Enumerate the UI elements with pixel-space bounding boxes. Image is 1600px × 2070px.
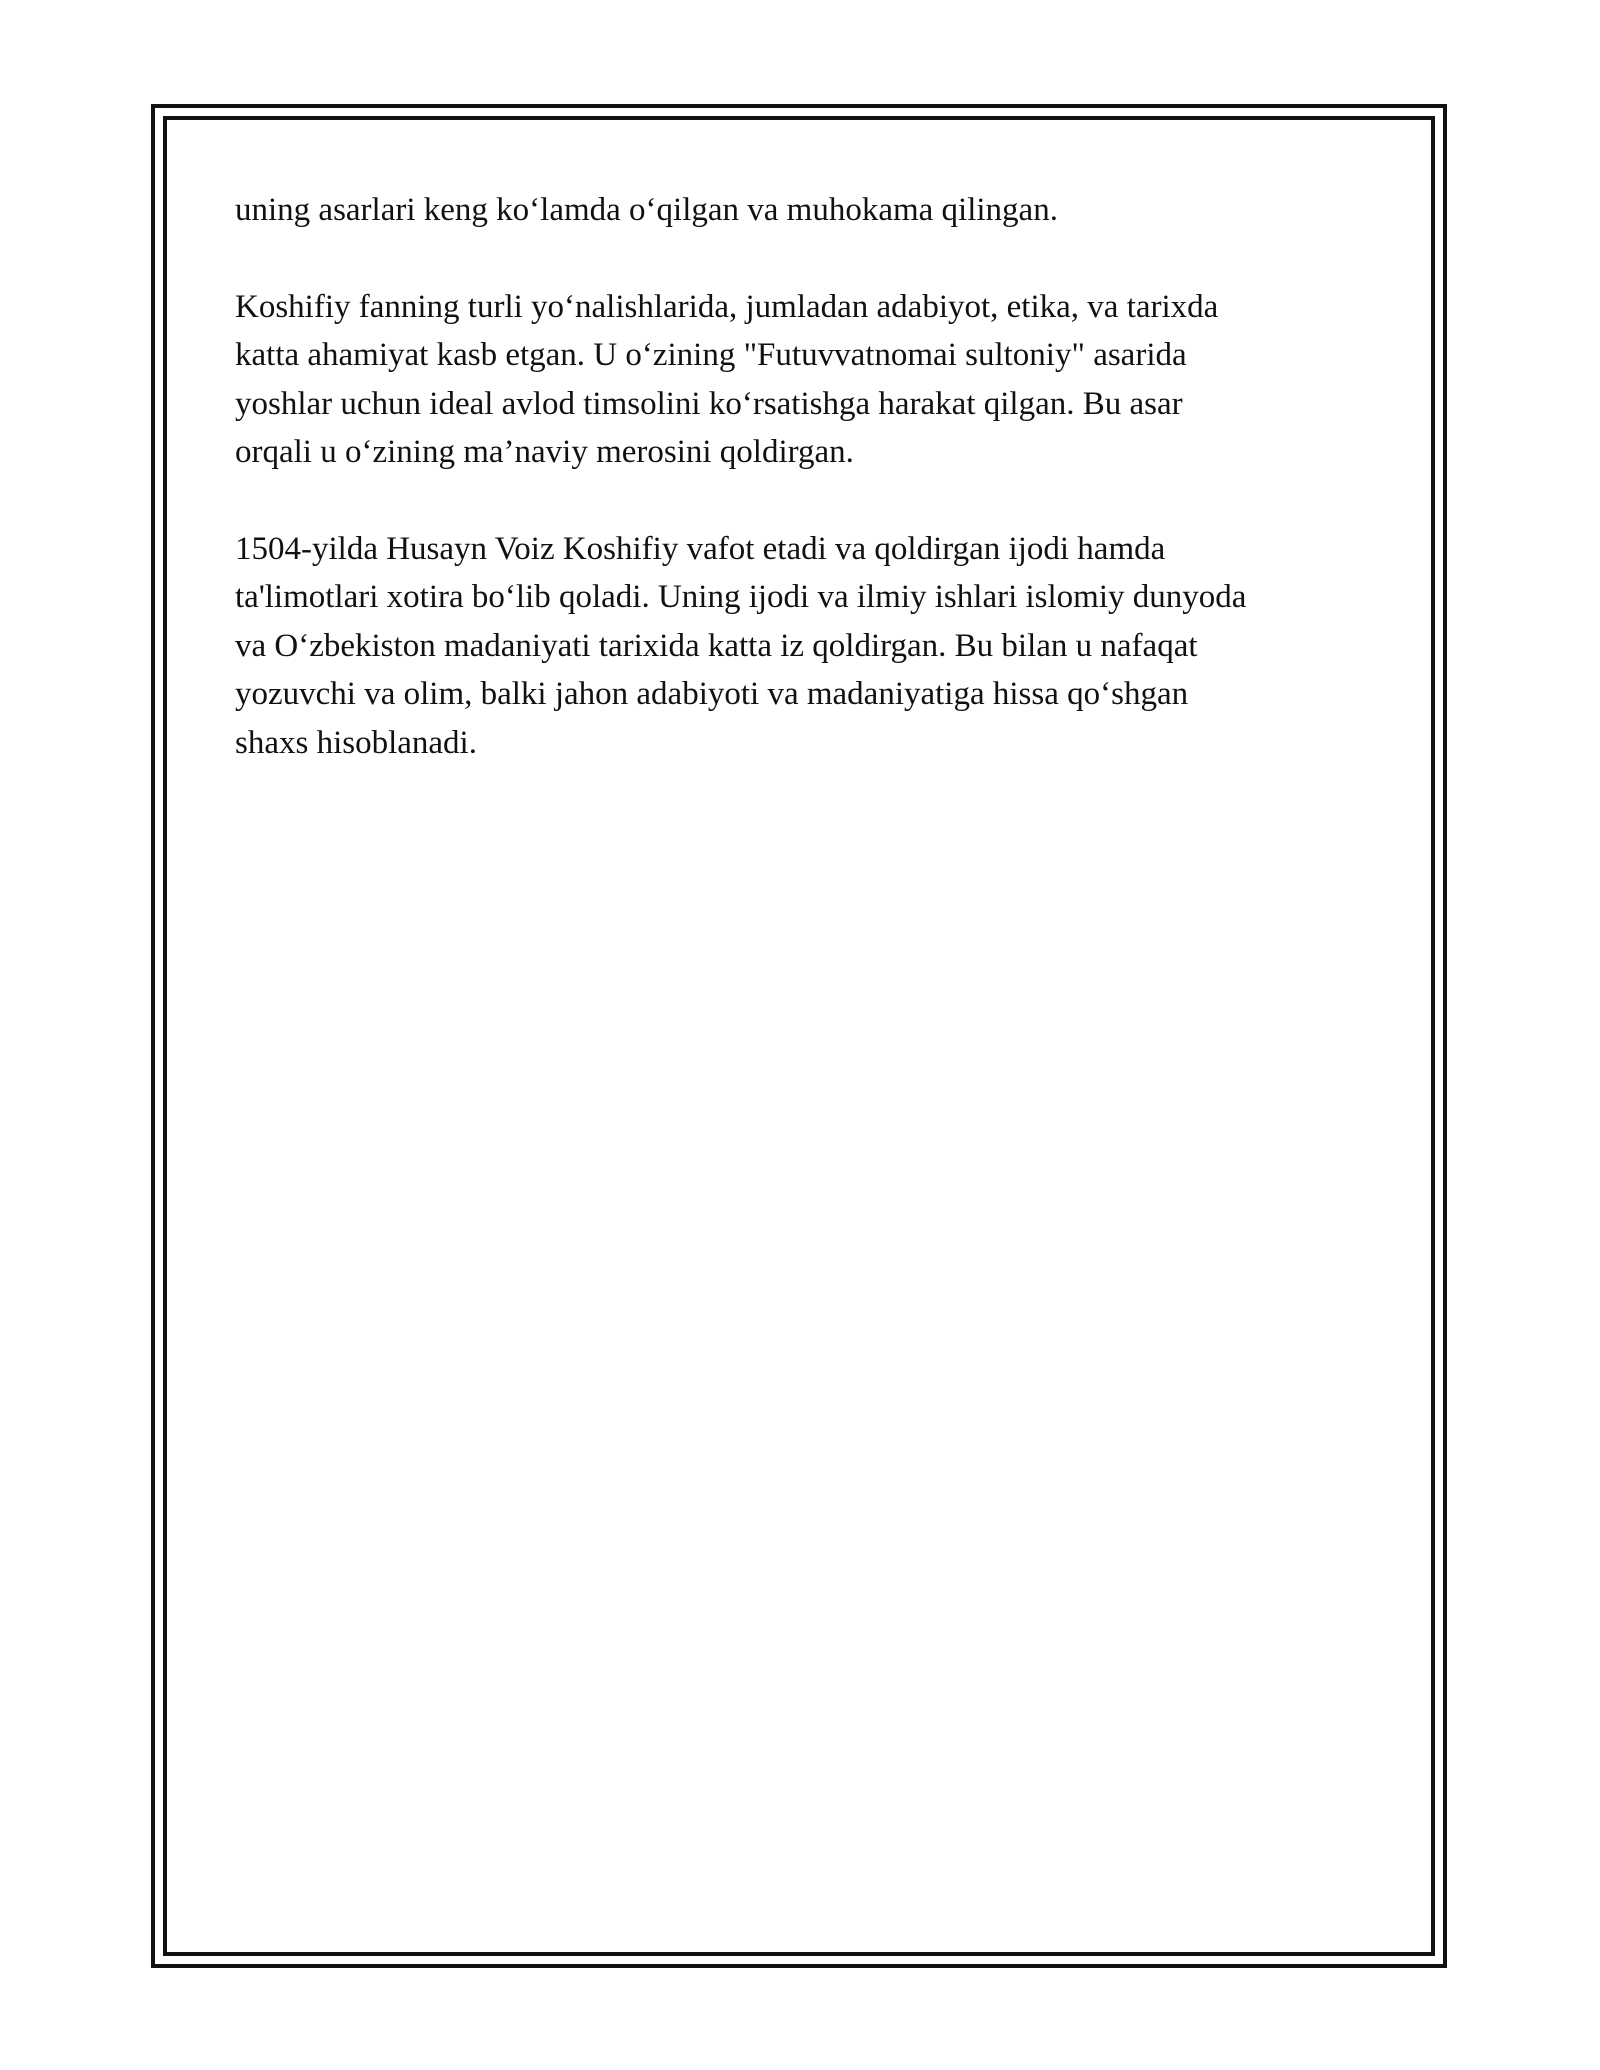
paragraph-3	[235, 525, 1375, 768]
paragraph-2	[235, 283, 1375, 477]
paragraph-3-line-3: va O‘zbekiston madaniyati tarixida katta iz qoldirgan. Bu bilan u nafaqat	[235, 627, 1198, 664]
paragraph-2-line-4: orqali u o‘zining ma’naviy merosini qoldirgan.	[235, 434, 854, 470]
paragraph-1	[235, 186, 1375, 235]
paragraph-3-line-2: ta'limotlari xotira bo‘lib qoladi. Uning ijodi va ilmiy ishlari islomiy dunyoda	[235, 579, 1247, 615]
paragraph-3-line-4: yozuvchi va olim, balki jahon adabiyoti va madaniyatiga hissa qo‘shgan	[235, 676, 1189, 712]
paragraph-2-line-3: yoshlar uchun ideal avlod timsolini ko‘rsatishga harakat qilgan. Bu asar	[235, 385, 1183, 422]
paragraph-3-line-5: shaxs hisoblanadi.	[235, 724, 477, 761]
paragraph-3-line-1: 1504-yilda Husayn Voiz Koshifiy vafot etadi va qoldirgan ijodi hamda	[235, 530, 1166, 567]
paragraph-2-line-1: Koshifiy fanning turli yo‘nalishlarida, jumladan adabiyot, etika, va tarixda	[235, 288, 1219, 325]
paragraph-1-line-1: uning asarlari keng ko‘lamda o‘qilgan va muhokama qilingan.	[235, 192, 1058, 228]
paragraph-2-line-2: katta ahamiyat kasb etgan. U o‘zining "Futuvvatnomai sultoniy" asarida	[235, 337, 1187, 373]
document-body	[235, 186, 1375, 815]
